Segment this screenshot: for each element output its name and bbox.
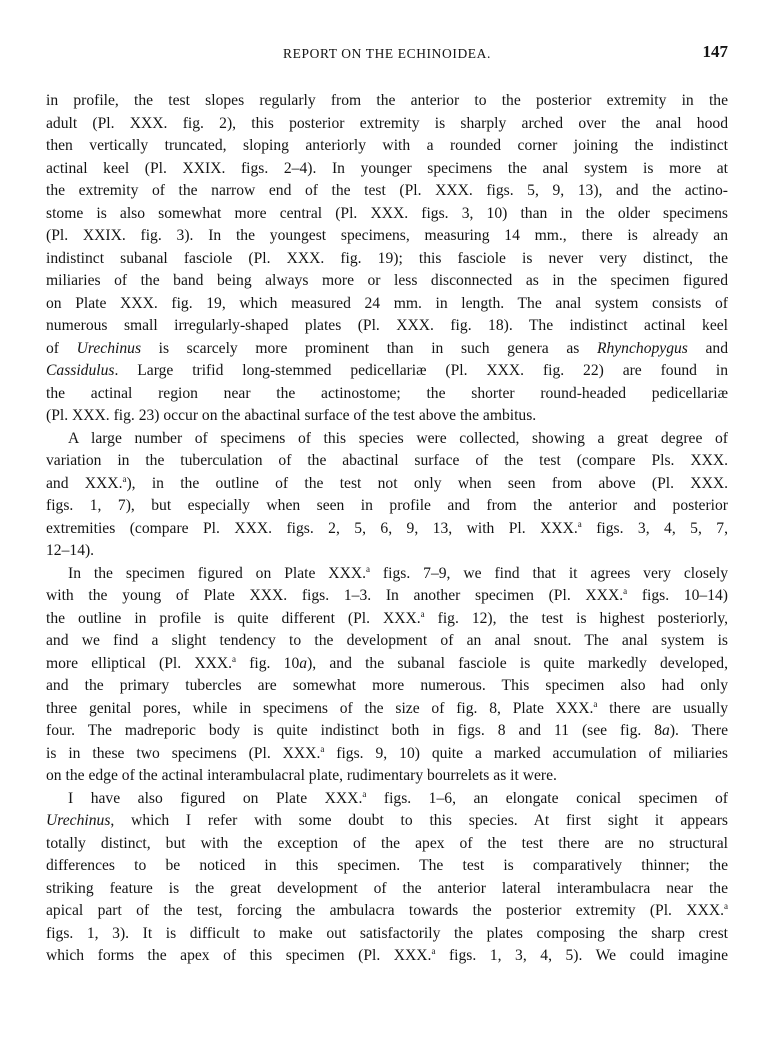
text-line: miliaries of the band being always more or less disconnected as in the specimen figured <box>46 272 728 289</box>
text-line: figs. 1, 3). It is difficult to make out satisfactorily the plates composing the sharp crest <box>46 924 728 942</box>
running-header <box>46 42 728 68</box>
text-line: then vertically truncated, sloping anteriorly with a rounded corner joining the indistinct <box>46 137 728 154</box>
text-line: in profile, the test slopes regularly from the anterior to the posterior extremity in the <box>46 92 728 109</box>
text-line: (Pl. XXIX. fig. 3). In the youngest specimens, measuring 14 mm., there is already an <box>46 227 728 244</box>
running-title: REPORT ON THE ECHINOIDEA. <box>283 46 491 61</box>
text-line: numerous small irregularly-shaped plates (Pl. XXX. fig. 18). The indistinct actinal keel <box>46 317 728 334</box>
text-line: 12–14). <box>46 542 95 559</box>
text-line: indistinct subanal fasciole (Pl. XXX. fig. 19); this fasciole is never very distinct, the <box>46 249 728 267</box>
text-line: which forms the apex of this specimen (Pl. XXX.$^a$ figs. 1, 3, 4, 5). We could imagine <box>46 946 728 964</box>
text-line: totally distinct, but with the exception of the apex of the test there are no structural <box>46 834 728 852</box>
text-line: is in these two specimens (Pl. XXX.$^a$ figs. 9, 10) quite a marked accumulation of miliaries <box>46 743 728 762</box>
text-line: A large number of specimens of this species were collected, showing a great degree of <box>68 429 728 447</box>
text-line: and we find a slight tendency to the development of an anal snout. The anal system is <box>46 632 728 649</box>
text-line: (Pl. XXX. fig. 23) occur on the abactinal surface of the test above the ambitus. <box>46 407 537 424</box>
page-number: 147 <box>702 42 728 61</box>
text-line: with the young of Plate XXX. figs. 1–3. In another specimen (Pl. XXX.$^a$ figs. 10–14) <box>46 586 728 604</box>
text-line: on the edge of the actinal interambulacral plate, rudimentary bourrelets as it were. <box>46 767 557 784</box>
text-line: apical part of the test, forcing the ambulacra towards the posterior extremity (Pl. XXX.$^a$ <box>46 901 728 919</box>
text-line: the outline in profile is quite different (Pl. XXX.$^a$ fig. 12), the test is highest posteriorly, <box>46 608 729 627</box>
text-line: I have also figured on Plate XXX.$^a$ figs. 1–6, an elongate conical specimen of <box>68 788 729 807</box>
paragraph-4 <box>46 788 728 968</box>
text-line: actinal keel (Pl. XXIX. figs. 2–4). In younger specimens the anal system is more at <box>46 159 728 177</box>
page <box>46 42 728 968</box>
text-line: variation in the tuberculation of the abactinal surface of the test (compare Pls. XXX. <box>46 452 728 469</box>
text-line: three genital pores, while in specimens of the size of fig. 8, Plate XXX.$^a$ there are usually <box>46 698 728 717</box>
text-line: on Plate XXX. fig. 19, which measured 24 mm. in length. The anal system consists of <box>46 294 728 312</box>
text-line: differences to be noticed in this specimen. The test is comparatively thinner; the <box>46 857 728 874</box>
text-line: In the specimen figured on Plate XXX.$^a$ figs. 7–9, we find that it agrees very closely <box>68 563 728 582</box>
text-line: the actinal region near the actinostome; the shorter round-headed pedicellariæ <box>46 384 728 402</box>
paragraph-1 <box>46 90 728 428</box>
text-line: more elliptical (Pl. XXX.$^a$ fig. 10a), and the subanal fasciole is quite markedly developed, <box>46 653 728 672</box>
text-line: the extremity of the narrow end of the test (Pl. XXX. figs. 5, 9, 13), and the actino- <box>46 182 728 199</box>
paragraph-3 <box>46 563 728 788</box>
text-line: and the primary tubercles are somewhat more numerous. This specimen also had only <box>46 677 728 694</box>
text-line: Cassidulus. Large trifid long-stemmed pedicellariæ (Pl. XXX. fig. 22) are found in <box>46 362 728 379</box>
body-text <box>46 90 728 968</box>
paragraph-2 <box>46 428 728 563</box>
text-line: striking feature is the great development of the anterior lateral interambulacra near the <box>46 879 728 897</box>
text-line: of Urechinus is scarcely more prominent than in such genera as Rhynchopygus and <box>46 339 729 357</box>
text-line: figs. 1, 7), but especially when seen in profile and from the anterior and posterior <box>46 497 728 514</box>
text-line: extremities (compare Pl. XXX. figs. 2, 5, 6, 9, 13, with Pl. XXX.$^a$ figs. 3, 4, 5, 7, <box>46 518 728 537</box>
text-line: stome is also somewhat more central (Pl. XXX. figs. 3, 10) than in the older specimens <box>46 204 728 222</box>
text-line: adult (Pl. XXX. fig. 2), this posterior extremity is sharply arched over the anal hood <box>46 114 728 132</box>
text-line: and XXX.$^a$), in the outline of the test not only when seen from above (Pl. XXX. <box>46 473 728 492</box>
text-line: Urechinus, which I refer with some doubt to this species. At first sight it appears <box>46 812 728 829</box>
text-line: four. The madreporic body is quite indistinct both in figs. 8 and 11 (see fig. 8a). There <box>46 722 728 739</box>
